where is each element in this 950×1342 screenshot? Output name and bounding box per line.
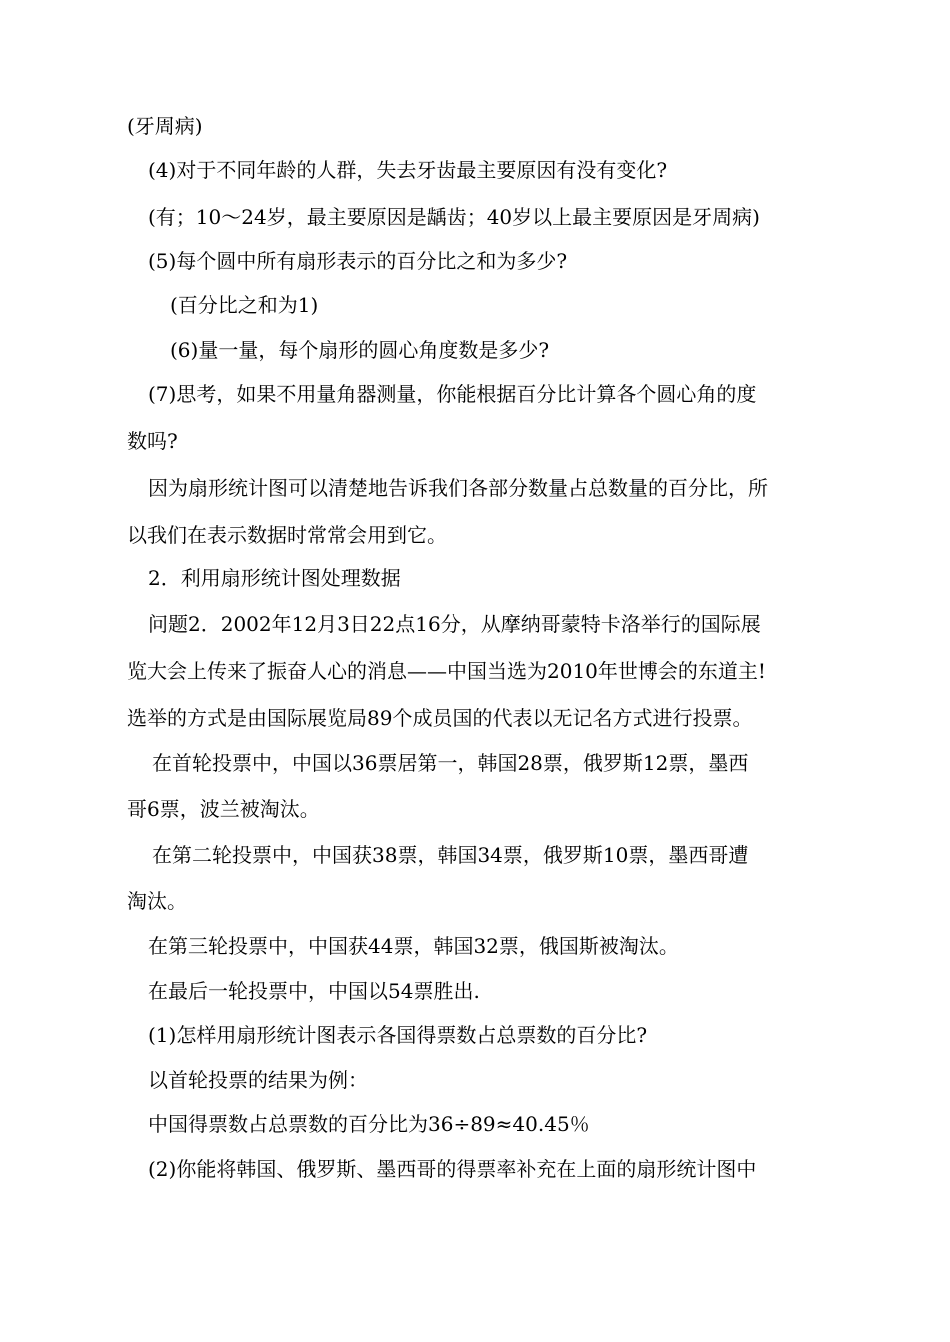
text-line: 因为扇形统计图可以清楚地告诉我们各部分数量占总数量的百分比，所 (148, 476, 768, 500)
question-1: (1)怎样用扇形统计图表示各国得票数占总票数的百分比? (148, 1023, 648, 1047)
text-line: (牙周病) (127, 114, 203, 138)
answer-5: (百分比之和为1) (170, 293, 319, 317)
question-4: (4)对于不同年龄的人群，失去牙齿最主要原因有没有变化? (148, 158, 668, 182)
final-round-text: 在最后一轮投票中，中国以54票胜出. (148, 979, 480, 1003)
text-line: 哥6票，波兰被淘汰。 (127, 797, 320, 821)
text-line: 选举的方式是由国际展览局89个成员国的代表以无记名方式进行投票。 (127, 706, 753, 730)
formula-line: 中国得票数占总票数的百分比为36÷89≈40.45％ (148, 1112, 590, 1136)
question-2: (2)你能将韩国、俄罗斯、墨西哥的得票率补充在上面的扇形统计图中 (148, 1157, 757, 1181)
question-6: (6)量一量，每个扇形的圆心角度数是多少? (170, 338, 550, 362)
text-line: 数吗? (127, 429, 178, 453)
round-1-text: 在首轮投票中，中国以36票居第一，韩国28票，俄罗斯12票，墨西 (152, 751, 749, 775)
problem-2: 问题2．2002年12月3日22点16分，从摩纳哥蒙特卡洛举行的国际展 (148, 612, 761, 636)
text-line: 览大会上传来了振奋人心的消息——中国当选为2010年世博会的东道主! (127, 659, 766, 683)
round-3-text: 在第三轮投票中，中国获44票，韩国32票，俄国斯被淘汰。 (148, 934, 679, 958)
question-7: (7)思考，如果不用量角器测量，你能根据百分比计算各个圆心角的度 (148, 382, 757, 406)
text-line: 淘汰。 (127, 889, 187, 913)
section-heading: 2．利用扇形统计图处理数据 (148, 566, 401, 590)
question-5: (5)每个圆中所有扇形表示的百分比之和为多少? (148, 249, 568, 273)
text-line: 以我们在表示数据时常常会用到它。 (127, 523, 447, 547)
answer-4: (有；10～24岁，最主要原因是龋齿；40岁以上最主要原因是牙周病) (148, 205, 760, 229)
round-2-text: 在第二轮投票中，中国获38票，韩国34票，俄罗斯10票，墨西哥遭 (152, 843, 749, 867)
text-line: 以首轮投票的结果为例： (148, 1068, 368, 1092)
